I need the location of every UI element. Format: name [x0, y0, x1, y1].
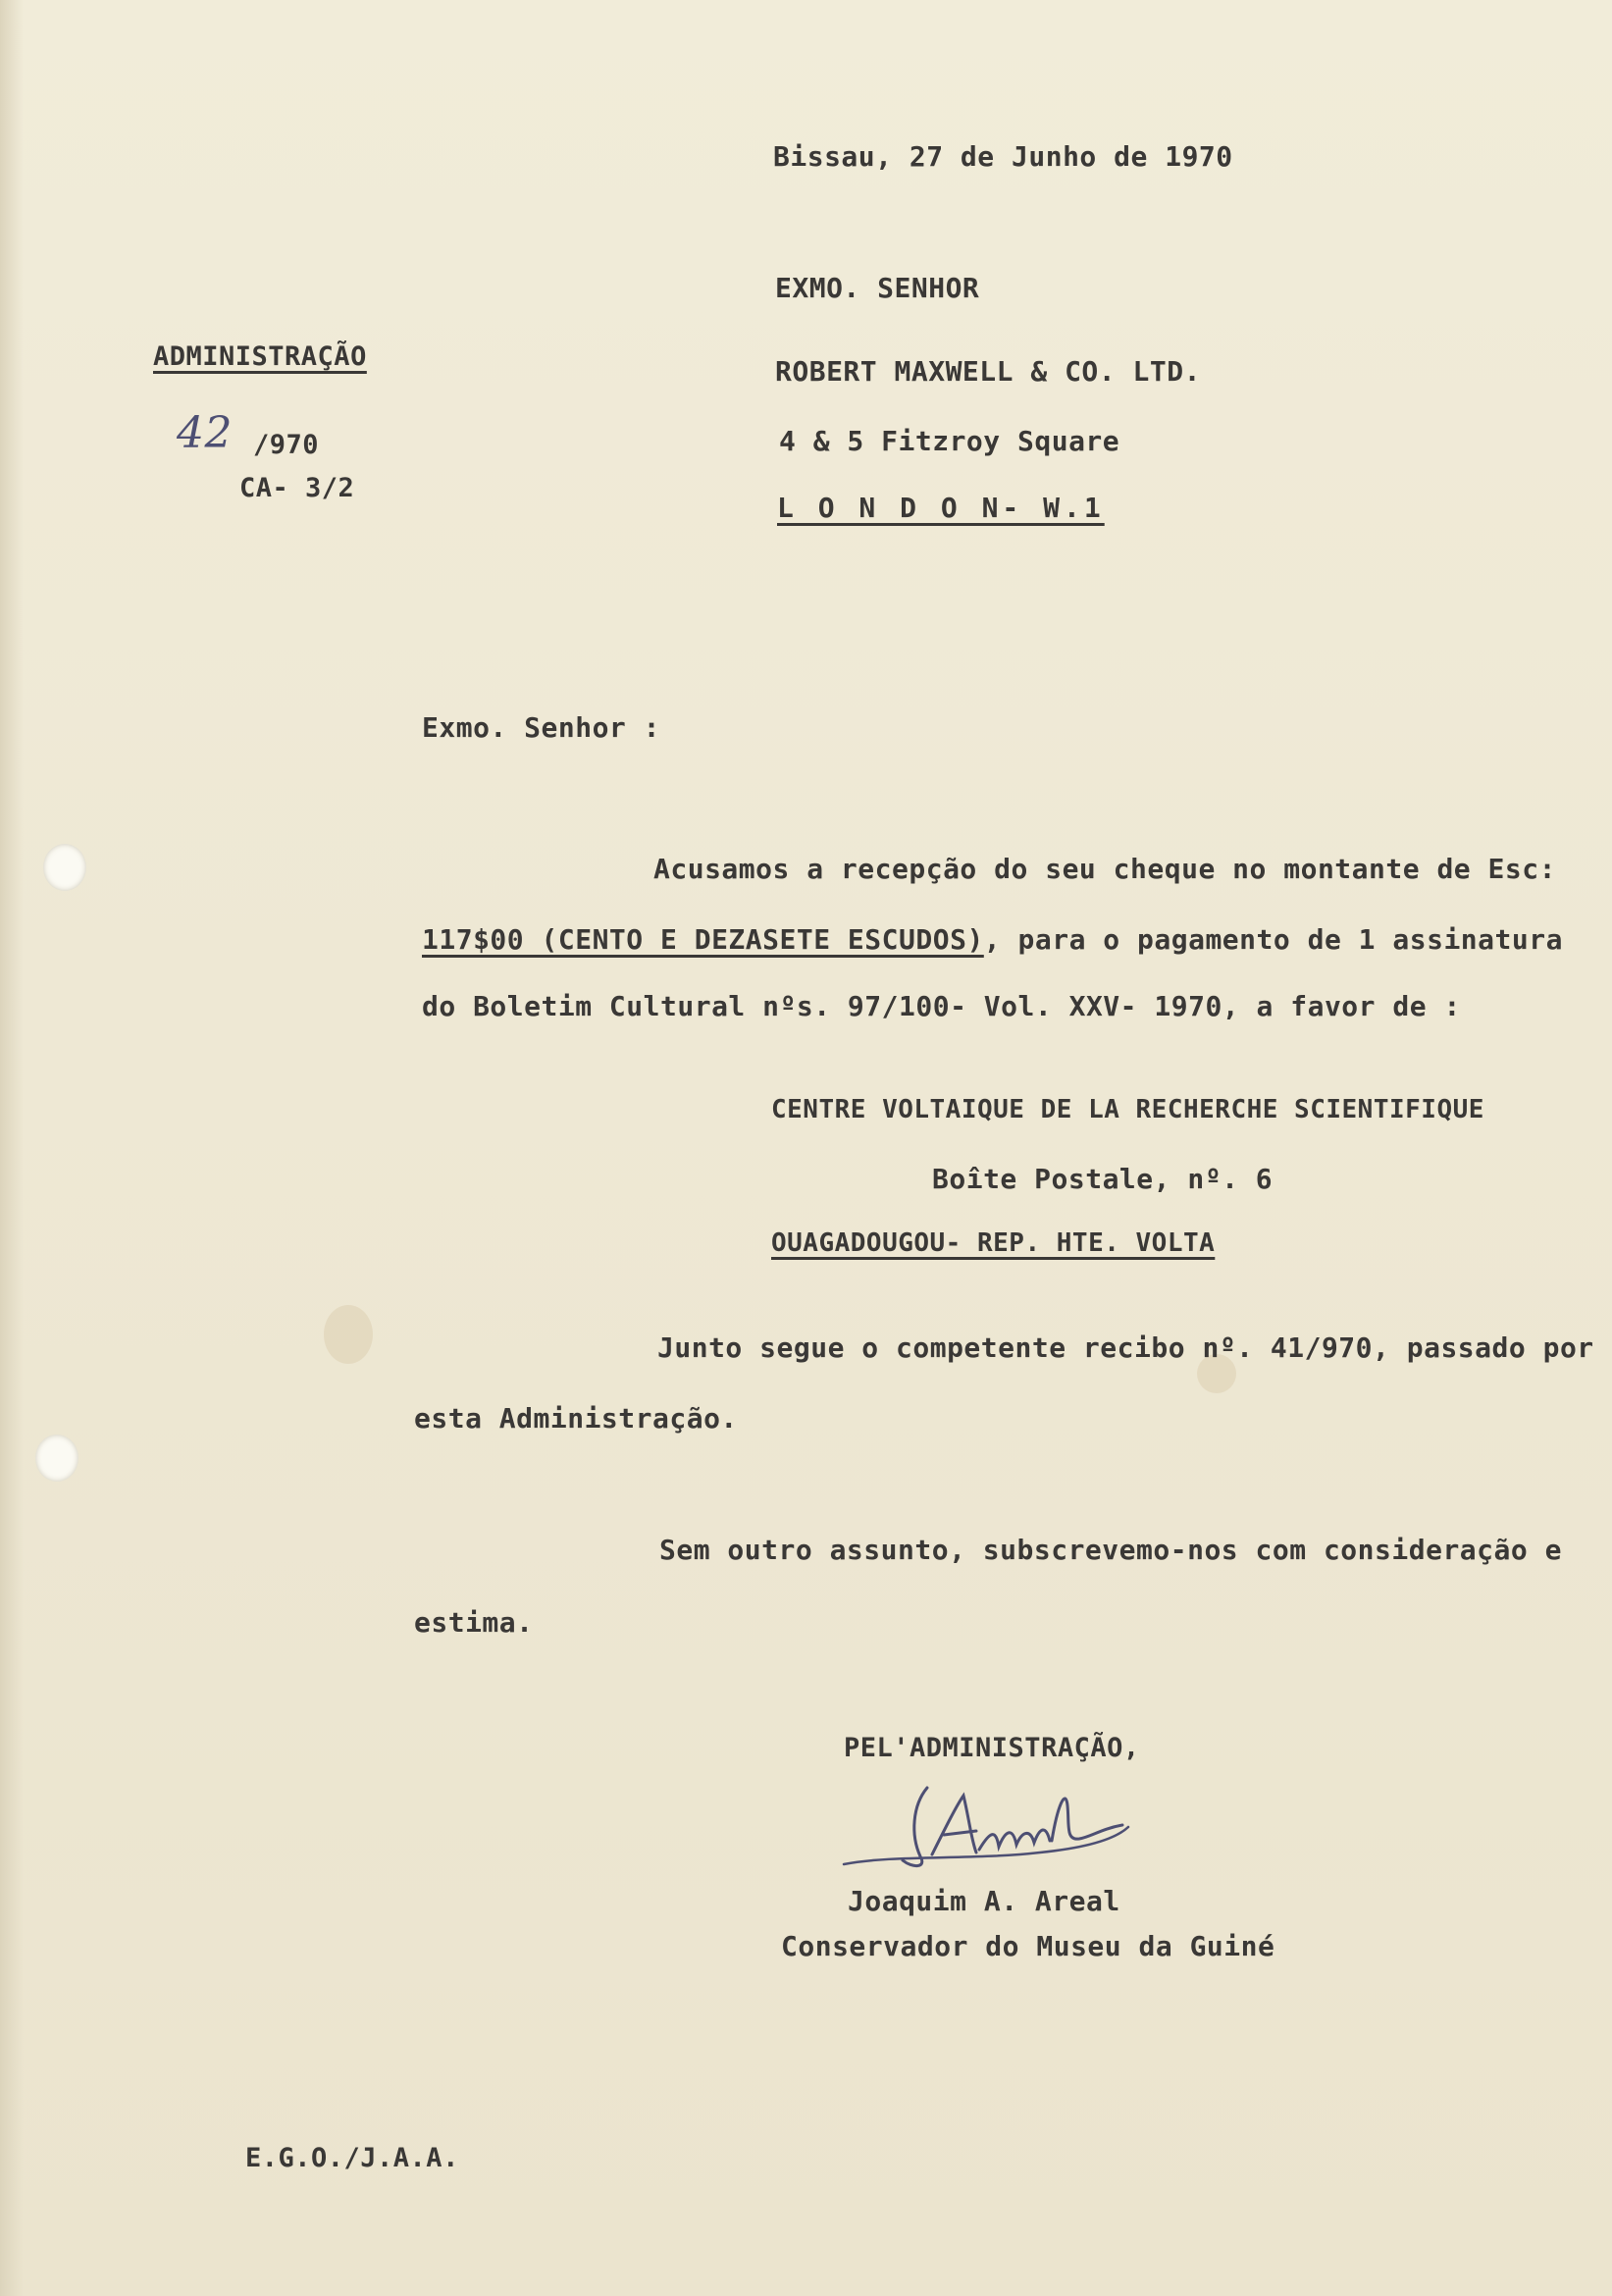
paragraph2-line1: Junto segue o competente recibo nº. 41/970, passado por: [657, 1331, 1594, 1364]
recipient-city: L O N D O N- W.1: [777, 492, 1105, 524]
paragraph1-line1: Acusamos a recepção do seu cheque no montante de Esc:: [653, 853, 1556, 885]
recipient-company: ROBERT MAXWELL & CO. LTD.: [775, 355, 1201, 388]
reference-initials: E.G.O./J.A.A.: [245, 2143, 459, 2173]
recipient-street: 4 & 5 Fitzroy Square: [779, 425, 1120, 457]
signature-label: PEL'ADMINISTRAÇÃO,: [844, 1733, 1140, 1763]
beneficiary-city: OUAGADOUGOU- REP. HTE. VOLTA: [771, 1228, 1216, 1258]
handwritten-signature: [834, 1766, 1148, 1874]
paragraph1-line2-rest: , para o pagamento de 1 assinatura: [983, 923, 1563, 956]
place-date: Bissau, 27 de Junho de 1970: [773, 140, 1233, 173]
signer-title: Conservador do Museu da Guiné: [781, 1930, 1275, 1962]
beneficiary-postal-box: Boîte Postale, nº. 6: [932, 1163, 1274, 1195]
department-label: ADMINISTRAÇÃO: [153, 341, 367, 372]
signer-name: Joaquim A. Areal: [848, 1885, 1120, 1917]
punch-hole-top: [43, 844, 86, 891]
paper-stain: [324, 1305, 373, 1364]
reference-code: CA- 3/2: [239, 473, 355, 503]
recipient-salutation: EXMO. SENHOR: [775, 272, 980, 304]
paragraph3-line2: estima.: [414, 1606, 534, 1639]
paragraph3-line1: Sem outro assunto, subscrevemo-nos com consideração e: [659, 1534, 1562, 1566]
paragraph1-line3: do Boletim Cultural nºs. 97/100- Vol. XXV- 1970, a favor de :: [422, 990, 1461, 1022]
beneficiary-name: CENTRE VOLTAIQUE DE LA RECHERCHE SCIENTIFIQUE: [771, 1095, 1484, 1124]
reference-year: /970: [253, 430, 320, 460]
paragraph2-line2: esta Administração.: [414, 1402, 738, 1435]
handwritten-reference-number: 42: [177, 408, 233, 458]
signature-drawing: [834, 1766, 1148, 1874]
punch-hole-bottom: [35, 1435, 78, 1482]
greeting: Exmo. Senhor :: [422, 711, 661, 744]
amount-text: 117$00 (CENTO E DEZASETE ESCUDOS): [422, 923, 984, 956]
paragraph1-line2: [422, 923, 1563, 956]
